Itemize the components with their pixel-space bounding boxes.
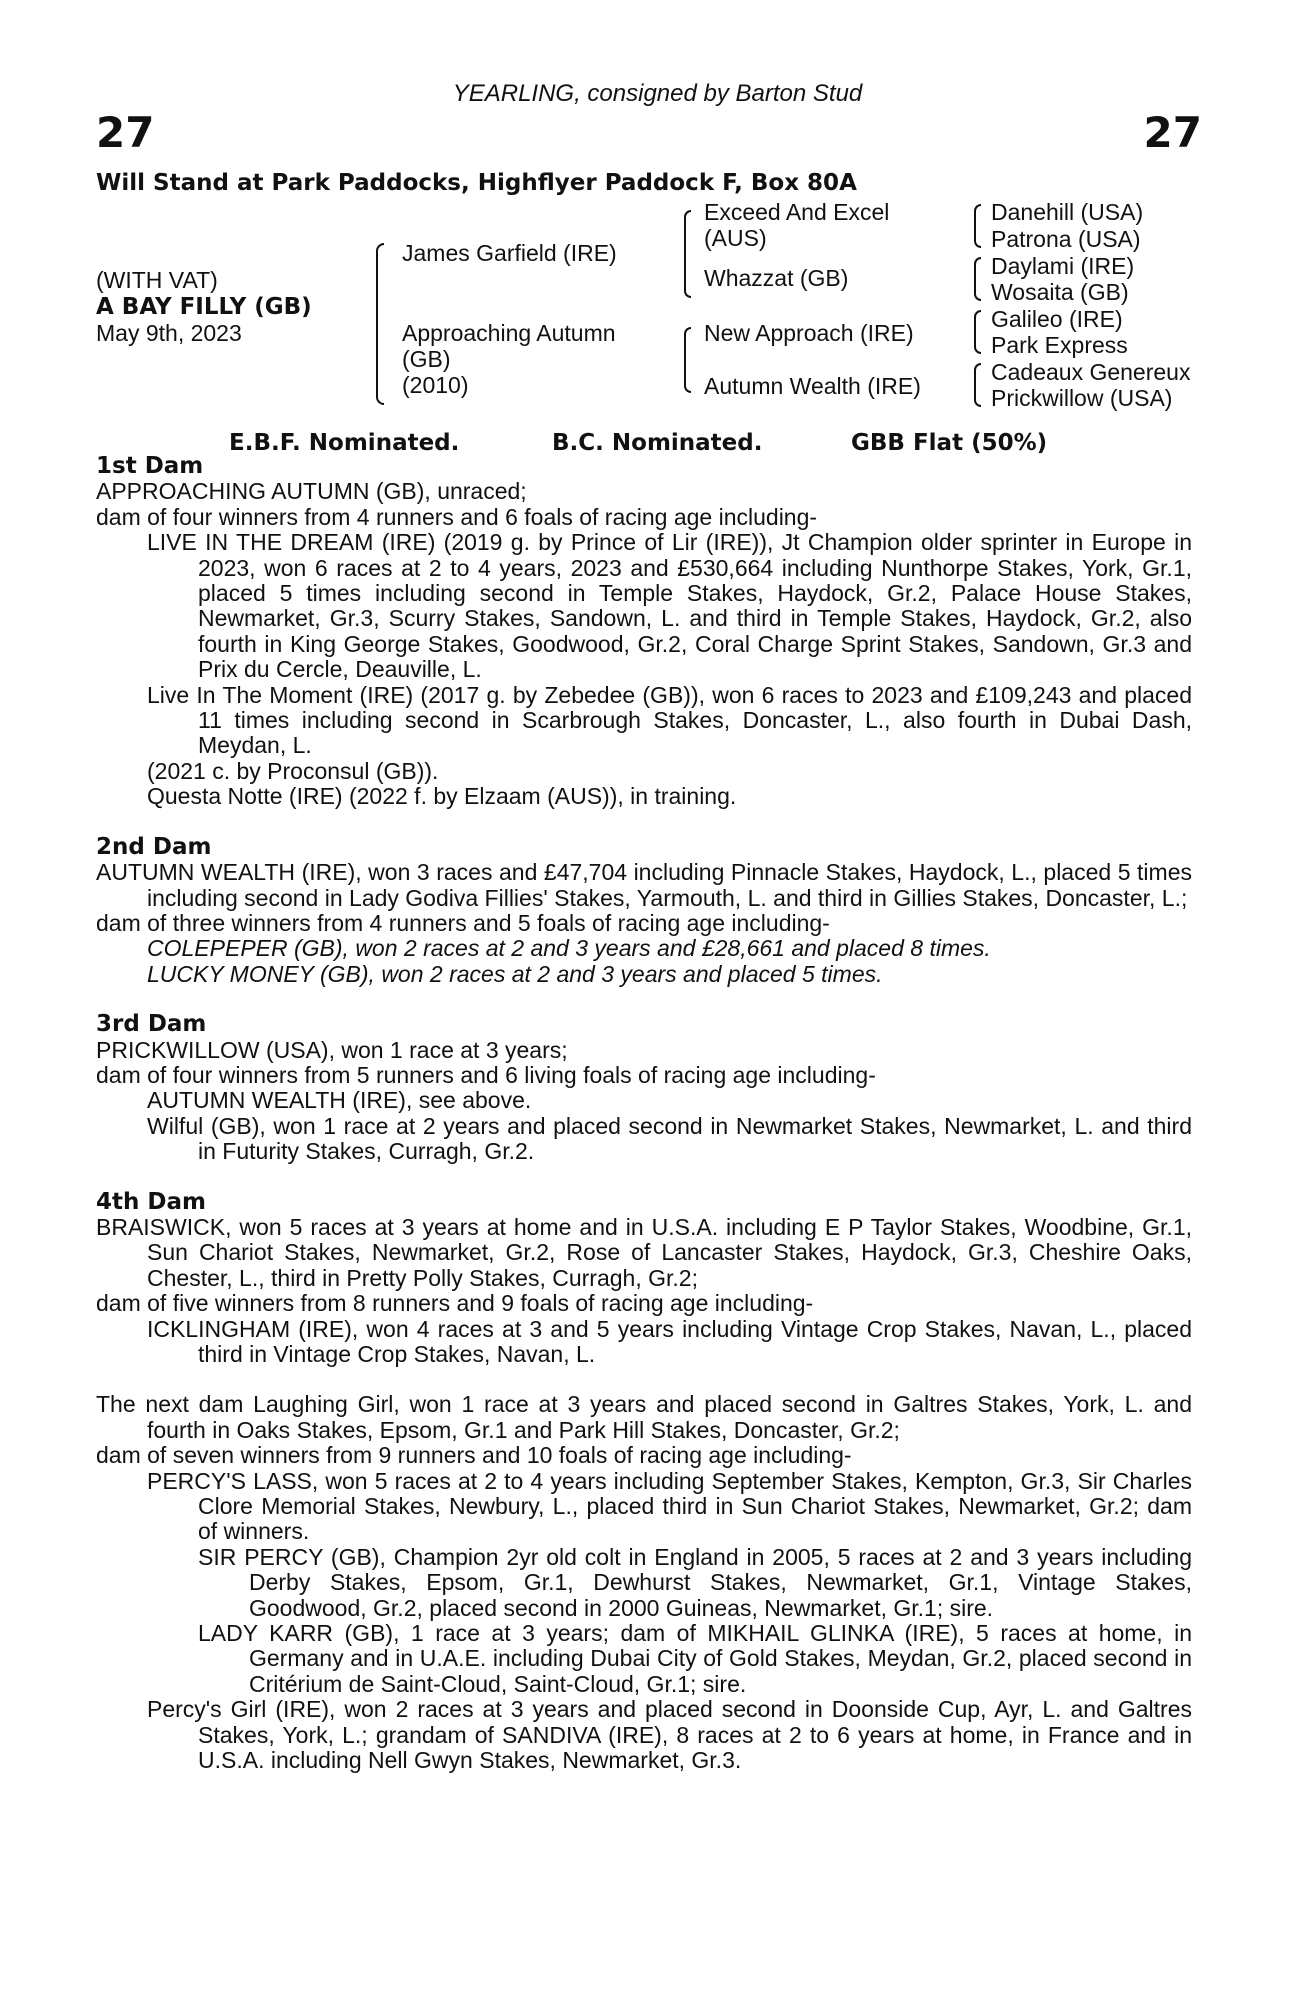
progeny-entry: COLEPEPER (GB), won 2 races at 2 and 3 years and £28,661 and placed 8 times. [147,935,991,962]
dam4-line: BRAISWICK, won 5 races at 3 years at home and in U.S.A. including E P Taylor Stakes, Woodbine, Gr.1, Sun Chariot Stakes, Newmarket, Gr.2, Rose of Lancaster Stakes, Haydock, Gr.3, Cheshire Oaks, Chester, L., third in Pretty Polly Stakes, Curragh, Gr.2; [96,1213,1192,1291]
progeny-entry: LUCKY MONEY (GB), won 2 races at 2 and 3 years and placed 5 times. [147,960,883,987]
progeny-entry: AUTUMN WEALTH (IRE), see above. [147,1087,532,1114]
vat-label: (WITH VAT) [96,267,218,293]
dam3-line: dam of four winners from 5 runners and 6 living foals of racing age including- [96,1061,876,1088]
lot-number-left: 27 [96,108,155,157]
next-dam-line: The next dam Laughing Girl, won 1 race at 3 years and placed second in Galtres Stakes, York, L. and fourth in Oaks Stakes, Epsom, Gr.1 and Park Hill Stakes, Doncaster, Gr.2; [96,1391,1192,1443]
pedigree-brace-2b [684,327,691,393]
horse-name: A BAY FILLY (GB) [96,294,312,320]
progeny-entry: LADY KARR (GB), 1 race at 3 years; dam of MIKHAIL GLINKA (IRE), 5 races at home, in Germany and in U.A.E. including Dubai City of Gold Stakes, Meydan, Gr.2, placed second in Critérium de Saint-Cloud, Saint-Cloud, Gr.1; sire. [198,1620,1192,1697]
pedigree-sire-dam: Whazzat (GB) [704,265,849,291]
pedigree-sdd: Wosaita (GB) [991,279,1129,305]
pedigree-dam-dam: Autumn Wealth (IRE) [704,373,921,399]
dam3-heading: 3rd Dam [96,1011,207,1038]
progeny-entry: PERCY'S LASS, won 5 races at 2 to 4 years including September Stakes, Kempton, Gr.3, Sir Charles Clore Memorial Stakes, Newbury, L., placed third in Sun Chariot Stakes, Newmarket, Gr.2; dam of winners. [147,1467,1192,1545]
pedigree-sire-sire-line1: Exceed And Excel [704,199,890,225]
pedigree-ddd: Prickwillow (USA) [991,385,1173,411]
pedigree-dam-line1: Approaching Autumn [402,320,616,346]
progeny-entry: ICKLINGHAM (IRE), won 4 races at 3 and 5 years including Vintage Crop Stakes, Navan, L., placed third in Vintage Crop Stakes, Navan, L. [147,1315,1192,1367]
gbb-flat: GBB Flat (50%) [851,430,1048,456]
dam1-heading: 1st Dam [96,453,204,479]
pedigree-brace-1 [376,243,384,405]
pedigree-brace-3a [974,204,981,248]
pedigree-dss: Galileo (IRE) [991,306,1123,332]
consignment-title: YEARLING, consigned by Barton Stud [452,80,863,107]
dam2-line: AUTUMN WEALTH (IRE), won 3 races and £47,704 including Pinnacle Stakes, Haydock, L., placed 5 times including second in Lady Godiva Fillies' Stakes, Yarmouth, L. and third in Gillies Stakes, Doncaster, L.; [96,859,1192,911]
pedigree-sss: Danehill (USA) [991,199,1144,225]
progeny-entry: Percy's Girl (IRE), won 2 races at 3 years and placed second in Doonside Cup, Ayr, L. and Galtres Stakes, York, L.; grandam of SANDIVA (IRE), 8 races at 2 to 6 years at home, in France and in U.S.A. including Nell Gwyn Stakes, Newmarket, Gr.3. [147,1696,1192,1774]
pedigree-brace-3b [974,257,981,301]
pedigree-ssd: Patrona (USA) [991,226,1141,252]
dam4-line: dam of five winners from 8 runners and 9 foals of racing age including- [96,1290,814,1317]
pedigree-dam-line3: (2010) [402,372,469,398]
pedigree-brace-3d [974,363,981,407]
pedigree-dsd: Park Express [991,332,1128,358]
ebf-nomination: E.B.F. Nominated. [229,430,460,456]
pedigree-dam-line2: (GB) [402,346,451,372]
pedigree-dds: Cadeaux Genereux [991,359,1191,385]
dam1-line: dam of four winners from 4 runners and 6 foals of racing age including- [96,503,818,530]
pedigree-dam-sire: New Approach (IRE) [704,320,914,346]
progeny-entry: (2021 c. by Proconsul (GB)). [147,757,439,784]
dam1-line: APPROACHING AUTUMN (GB), unraced; [96,478,527,505]
catalogue-text [96,454,1192,1774]
foaling-date: May 9th, 2023 [96,320,242,346]
progeny-entry: SIR PERCY (GB), Champion 2yr old colt in England in 2005, 5 races at 2 and 3 years including Derby Stakes, Epsom, Gr.1, Dewhurst Stakes, Newmarket, Gr.1, Vintage Stakes, Goodwood, Gr.2, placed second in 2000 Guineas, Newmarket, Gr.1; sire. [198,1543,1192,1621]
bc-nomination: B.C. Nominated. [552,430,763,456]
dam4-heading: 4th Dam [96,1188,206,1215]
pedigree-sire-sire-line2: (AUS) [704,225,767,251]
dam2-heading: 2nd Dam [96,833,212,860]
pedigree-brace-3c [974,310,981,354]
lot-number-right: 27 [1143,108,1202,157]
pedigree-sire: James Garfield (IRE) [402,240,617,266]
progeny-entry: Wilful (GB), won 1 race at 2 years and placed second in Newmarket Stakes, Newmarket, L. and third in Futurity Stakes, Curragh, Gr.2. [147,1112,1192,1165]
pedigree-brace-2a [684,210,691,298]
progeny-entry: Questa Notte (IRE) (2022 f. by Elzaam (AUS)), in training. [147,783,737,810]
progeny-entry: Live In The Moment (IRE) (2017 g. by Zebedee (GB)), won 6 races to 2023 and £109,243 and placed 11 times including second in Scarbrough Stakes, Doncaster, L., also fourth in Dubai Dash, Meydan, L. [147,681,1192,759]
progeny-entry: LIVE IN THE DREAM (IRE) (2019 g. by Prince of Lir (IRE)), Jt Champion older sprinter in Europe in 2023, won 6 races at 2 to 4 years, 2023 and £530,664 including Nunthorpe Stakes, York, Gr.1, placed 5 times including second in Temple Stakes, Haydock, Gr.2, Palace House Stakes, Newmarket, Gr.3, Scurry Stakes, Sandown, L. and third in Temple Stakes, Haydock, Gr.2, also fourth in King George Stakes, Goodwood, Gr.2, Coral Charge Sprint Stakes, Sandown, Gr.3 and Prix du Cercle, Deauville, L. [147,529,1192,683]
stand-location: Will Stand at Park Paddocks, Highflyer Paddock F, Box 80A [96,170,857,196]
pedigree-sds: Daylami (IRE) [991,253,1135,279]
dam2-line: dam of three winners from 4 runners and 5 foals of racing age including- [96,909,830,936]
dam3-line: PRICKWILLOW (USA), won 1 race at 3 years; [96,1036,568,1063]
next-dam-line: dam of seven winners from 9 runners and 10 foals of racing age including- [96,1442,852,1469]
